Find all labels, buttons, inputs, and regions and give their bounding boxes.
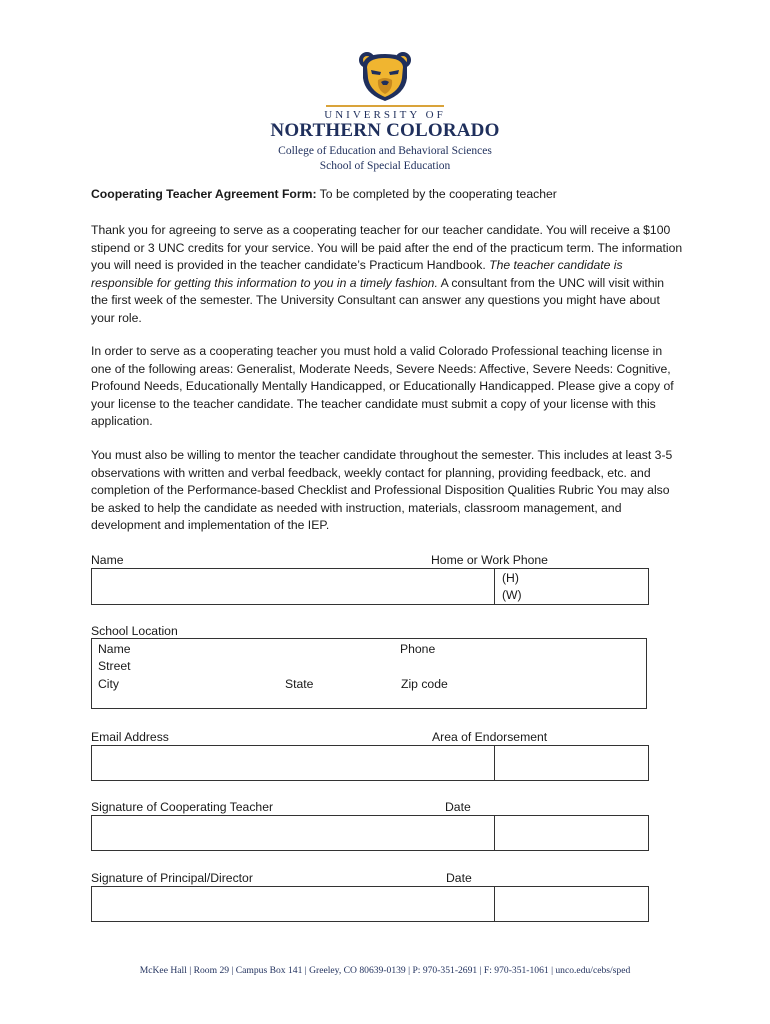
name-phone-field[interactable] [91,568,649,605]
school-name: School of Special Education [319,160,451,172]
phone-work-label: (W) [502,588,522,602]
principal-date-label: Date [446,871,472,885]
teacher-signature-label: Signature of Cooperating Teacher [91,800,274,814]
phone-home-label: (H) [502,571,519,585]
paragraph-intro-italic: The teacher candidate is responsible for getting this information to you in a timely fashion. [91,258,623,290]
bear-mascot-icon [357,50,413,102]
street-label: Street [98,659,131,673]
form-title-bold: Cooperating Teacher Agreement Form: [91,187,317,201]
zip-label: Zip code [401,677,448,691]
university-logo [0,50,770,174]
paragraph-intro [91,222,683,327]
teacher-date-label: Date [445,800,471,814]
school-location-field[interactable] [91,638,647,709]
principal-signature-label: Signature of Principal/Director [91,871,253,885]
endorsement-label: Area of Endorsement [432,730,548,744]
paragraph-license: In order to serve as a cooperating teacher you must hold a valid Colorado Professional teaching license in one of the following areas: Generalist, Moderate Needs, Severe Needs: Affective, Severe Needs: Cognitive, Profound Needs, Educationally Mentally Handicapped, or Educationally Handicapped. Please give a copy of your license to the teacher candidate. The teacher candidate must submit a copy of your license with this application. [91,344,674,428]
school-name-label: Name [98,642,131,656]
form-title [91,186,683,204]
logo-divider [326,105,444,107]
principal-signature-divider [494,886,495,922]
email-endorsement-divider [494,745,495,781]
footer-contact: McKee Hall | Room 29 | Campus Box 141 | Greeley, CO 80639-0139 | P: 970-351-2691 | F: 970-351-1061 | unco.edu/cebs/sped [139,965,631,976]
paragraph-mentor: You must also be willing to mentor the teacher candidate throughout the semester. This includes at least 3-5 observations with written and verbal feedback, weekly contact for planning, providing feedback, etc. and completion of the Performance-based Checklist and Professional Disposition Qualities Rubric You may also be asked to help the candidate as needed with instruction, materials, classroom management, and development and implementation of the IEP. [91,448,673,532]
university-name: NORTHERN COLORADO [270,120,500,141]
principal-signature-field[interactable] [91,886,649,922]
university-prefix: UNIVERSITY OF [324,109,446,121]
phone-label: Home or Work Phone [431,553,548,567]
school-location-label: School Location [91,624,178,638]
state-label: State [285,677,314,691]
email-label: Email Address [91,730,169,744]
city-label: City [98,677,119,691]
name-label: Name [91,553,124,567]
teacher-signature-field[interactable] [91,815,649,851]
teacher-signature-divider [494,815,495,851]
name-phone-divider [494,568,495,605]
email-endorsement-field[interactable] [91,745,649,781]
form-title-rest: To be completed by the cooperating teacher [316,187,557,201]
paragraph-intro-a: Thank you for agreeing to serve as a cooperating teacher for our teacher candidate. You will receive a $100 stipend or 3 UNC credits for your service. You will be paid after the end of the practicum term. The information you will need is provided in the teacher candidate’s Practicum Handbook. [91,223,683,272]
paragraph-intro-b: A consultant from the UNC will visit within the first week of the semester. The University Consultant can answer any questions you might have about your role. [91,275,665,325]
school-phone-label: Phone [400,642,436,656]
college-name: College of Education and Behavioral Sciences [278,145,492,157]
